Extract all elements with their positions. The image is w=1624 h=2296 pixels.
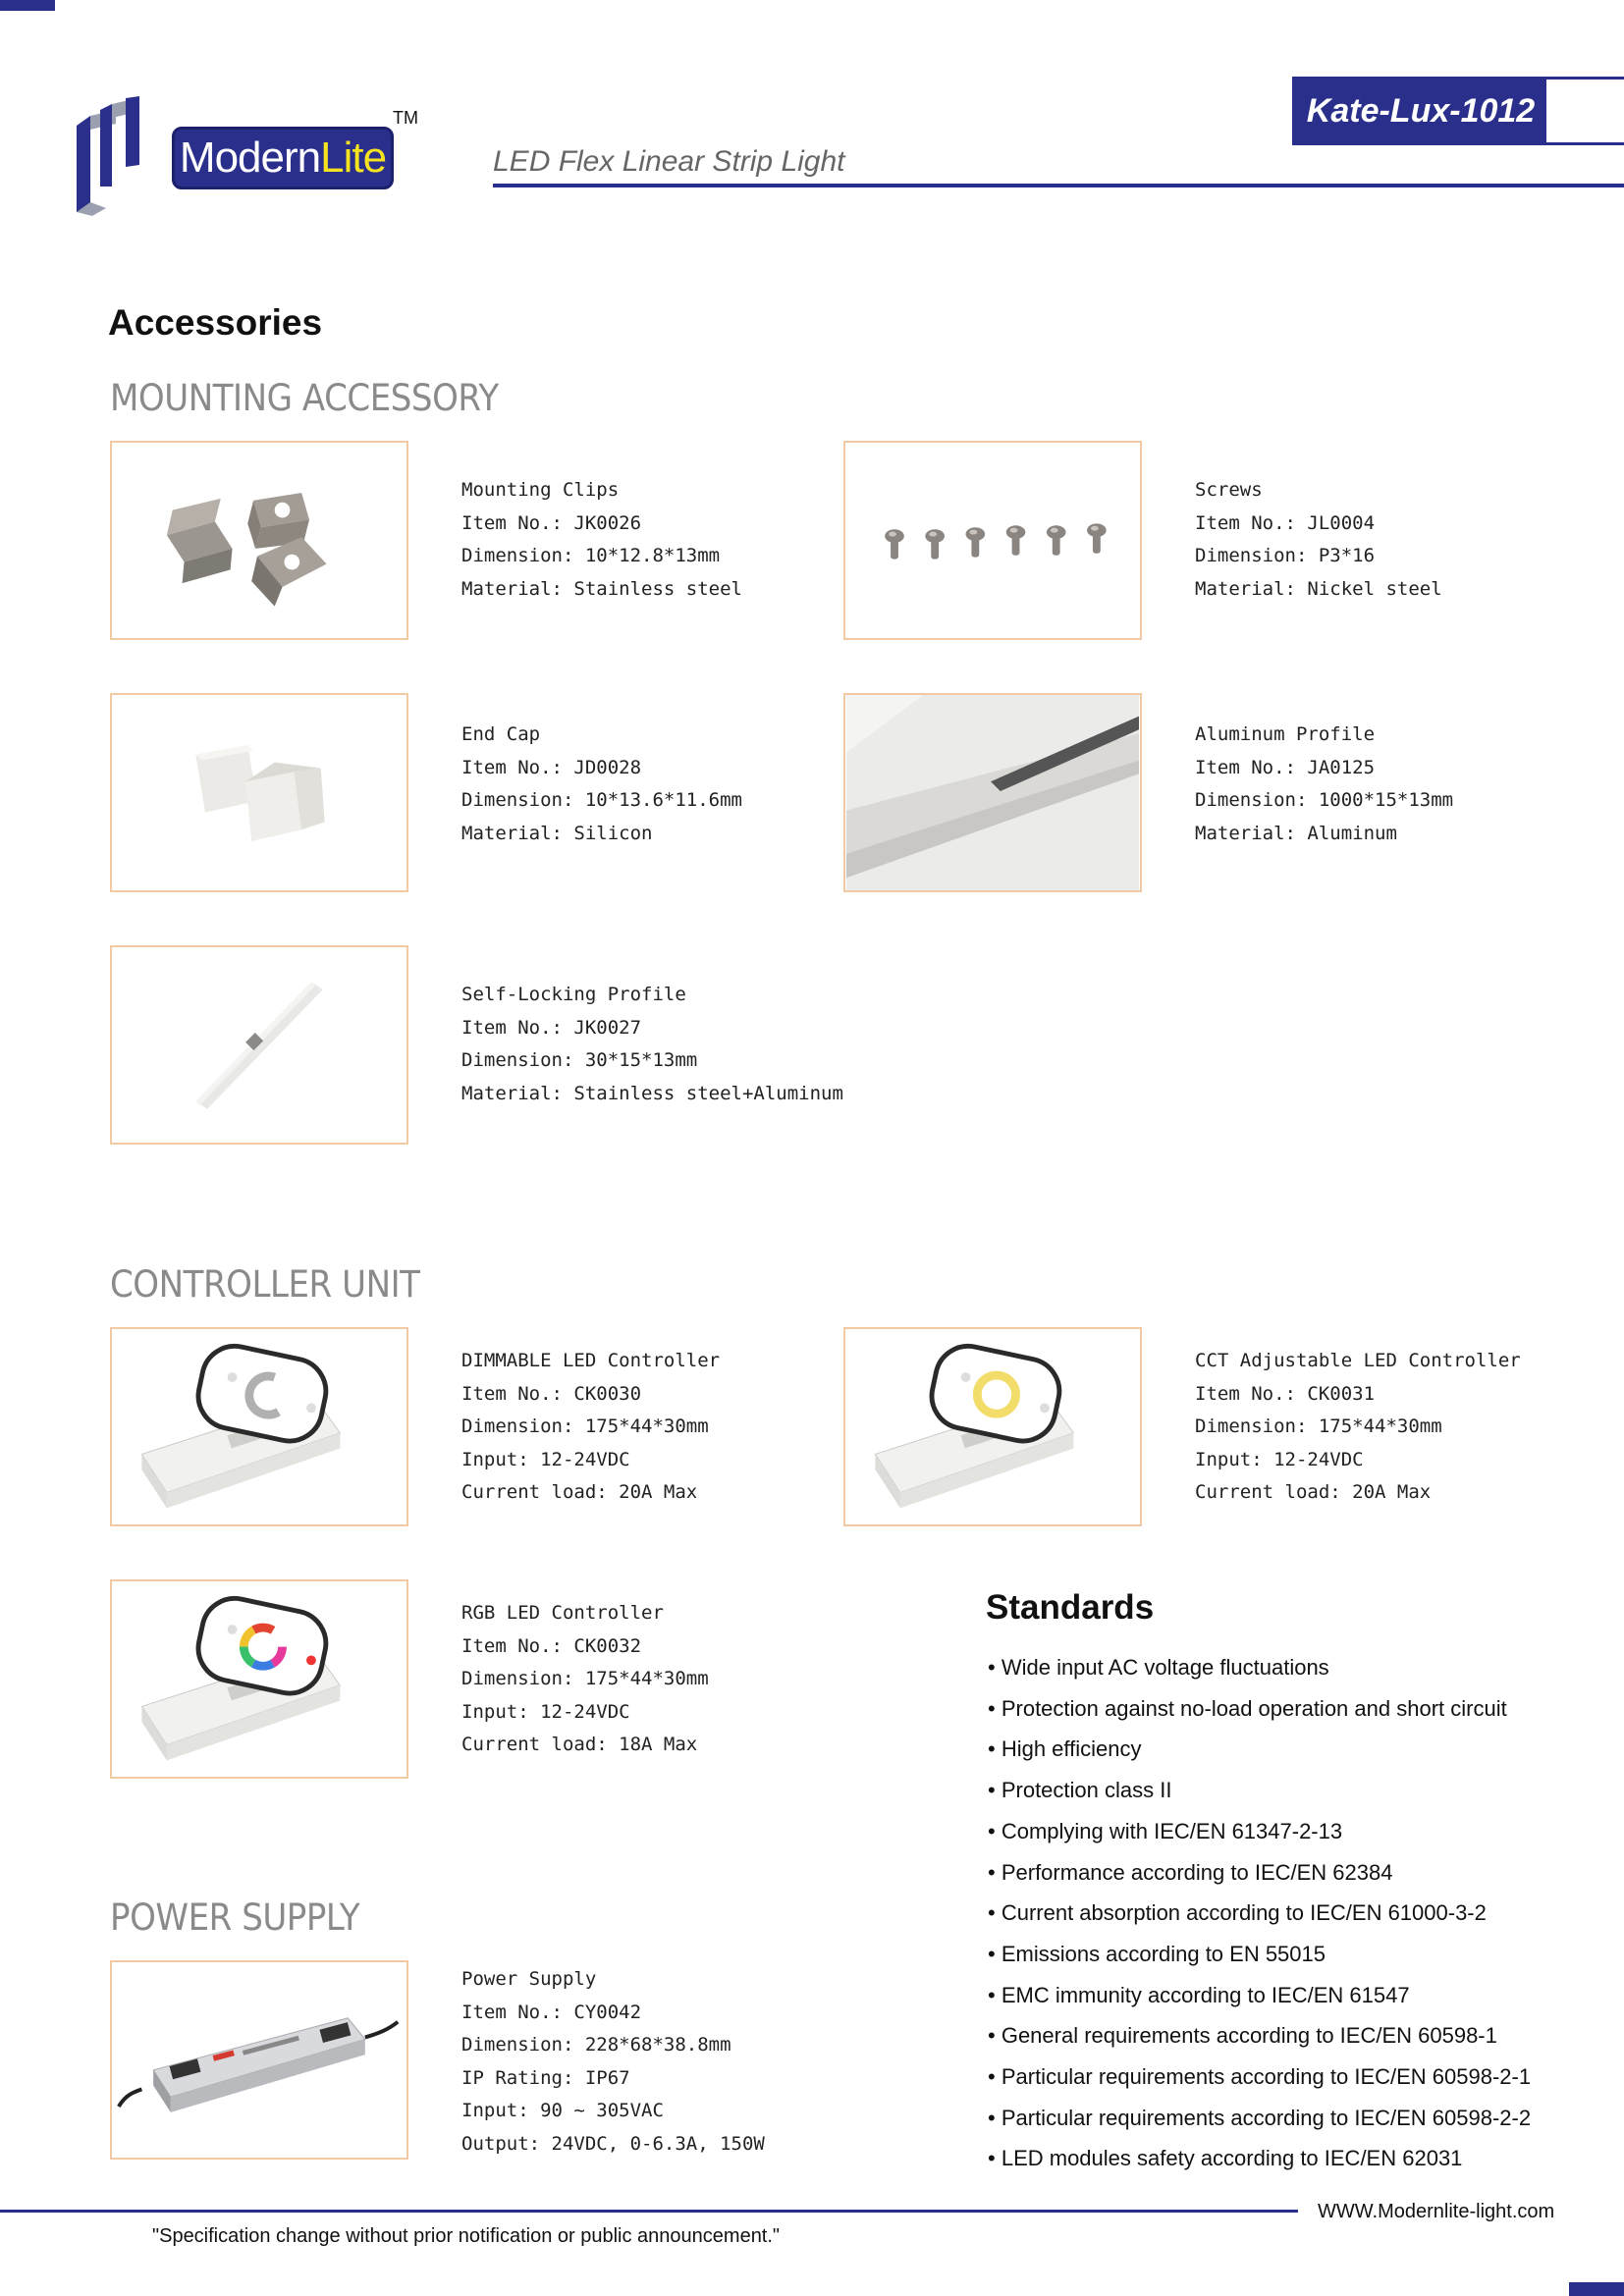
item-name: Screws [1195, 479, 1263, 501]
mounting-clips-specs [461, 474, 742, 606]
rgb-controller-specs [461, 1597, 709, 1762]
item-material: Material: Stainless steel+Aluminum [461, 1082, 843, 1104]
item-number: Item No.: CY0042 [461, 2001, 642, 2023]
standard-item: • Performance according to IEC/EN 62384 [988, 1852, 1531, 1894]
corner-accent-bottom [1569, 2282, 1624, 2296]
standard-item: • Current absorption according to IEC/EN 61000-3-2 [988, 1893, 1531, 1934]
aluminum-profile-specs [1195, 719, 1453, 850]
rgb-controller-image [110, 1579, 408, 1779]
standard-item: • Protection against no-load operation and short circuit [988, 1688, 1531, 1730]
product-subtitle: LED Flex Linear Strip Light [493, 145, 845, 178]
standard-item: • Emissions according to EN 55015 [988, 1934, 1531, 1975]
standard-item: • Protection class II [988, 1770, 1531, 1811]
corner-accent-top [0, 0, 55, 11]
standard-item: • General requirements according to IEC/EN 60598-1 [988, 2015, 1531, 2056]
end-cap-specs [461, 719, 742, 850]
item-number: Item No.: JL0004 [1195, 511, 1376, 534]
power-supply-specs [461, 1963, 765, 2161]
model-number: Kate-Lux-1012 [1306, 91, 1536, 130]
item-name: Mounting Clips [461, 479, 620, 501]
screws-image [843, 441, 1142, 640]
item-number: Item No.: JA0125 [1195, 756, 1376, 778]
item-output: Output: 24VDC, 0-6.3A, 150W [461, 2132, 765, 2155]
item-dimension: Dimension: 175*44*30mm [1195, 1415, 1442, 1437]
standard-item: • Particular requirements according to IEC/EN 60598-2-1 [988, 2056, 1531, 2098]
power-supply-image [110, 1960, 408, 2160]
logo-wordmark: ModernLite [172, 127, 394, 189]
self-locking-profile-image [110, 945, 408, 1145]
standard-item: • Wide input AC voltage fluctuations [988, 1647, 1531, 1688]
screws-specs [1195, 474, 1442, 606]
item-load: Current load: 18A Max [461, 1734, 698, 1755]
item-dimension: Dimension: 228*68*38.8mm [461, 2034, 731, 2056]
item-material: Material: Nickel steel [1195, 577, 1442, 600]
dimmable-controller-image [110, 1327, 408, 1526]
standard-item: • EMC immunity according to IEC/EN 61547 [988, 1975, 1531, 2016]
item-input: Input: 12-24VDC [1195, 1448, 1364, 1470]
brand-logo [77, 96, 430, 216]
item-name: Power Supply [461, 1968, 597, 1990]
item-dimension: Dimension: 175*44*30mm [461, 1415, 709, 1437]
cct-controller-image [843, 1327, 1142, 1526]
item-number: Item No.: JK0027 [461, 1016, 642, 1039]
item-name: End Cap [461, 723, 541, 745]
aluminum-profile-image [843, 693, 1142, 892]
cct-controller-specs [1195, 1345, 1521, 1510]
item-name: Self-Locking Profile [461, 984, 686, 1005]
mounting-clips-image [110, 441, 408, 640]
item-name: CCT Adjustable LED Controller [1195, 1350, 1521, 1371]
item-dimension: Dimension: 30*15*13mm [461, 1049, 698, 1071]
standards-title: Standards [986, 1588, 1155, 1627]
footer-divider [0, 2210, 1298, 2213]
item-dimension: Dimension: 10*13.6*11.6mm [461, 789, 742, 811]
item-dimension: Dimension: 10*12.8*13mm [461, 545, 721, 566]
item-input: Input: 12-24VDC [461, 1448, 630, 1470]
item-dimension: Dimension: 1000*15*13mm [1195, 789, 1454, 811]
standards-list [988, 1647, 1531, 2179]
standard-item: • High efficiency [988, 1729, 1531, 1770]
item-load: Current load: 20A Max [1195, 1481, 1432, 1503]
header-divider [493, 184, 1624, 187]
item-number: Item No.: JK0026 [461, 511, 642, 534]
item-input: Input: 12-24VDC [461, 1700, 630, 1723]
item-name: DIMMABLE LED Controller [461, 1350, 721, 1371]
standard-item: • Particular requirements according to IEC/EN 60598-2-2 [988, 2098, 1531, 2139]
end-cap-image [110, 693, 408, 892]
section-title-controller: CONTROLLER UNIT [110, 1263, 420, 1306]
trademark-symbol: TM [393, 108, 418, 128]
item-dimension: Dimension: P3*16 [1195, 545, 1376, 566]
standard-item: • Complying with IEC/EN 61347-2-13 [988, 1811, 1531, 1852]
item-dimension: Dimension: 175*44*30mm [461, 1668, 709, 1689]
item-name: RGB LED Controller [461, 1602, 664, 1624]
item-number: Item No.: CK0031 [1195, 1382, 1376, 1405]
self-locking-profile-specs [461, 979, 843, 1110]
item-number: Item No.: JD0028 [461, 756, 642, 778]
item-material: Material: Stainless steel [461, 577, 742, 600]
item-number: Item No.: CK0032 [461, 1634, 642, 1657]
section-title-mounting: MOUNTING ACCESSORY [110, 377, 499, 419]
footer-disclaimer: "Specification change without prior notification or public announcement." [152, 2225, 781, 2247]
standard-item: • LED modules safety according to IEC/EN 62031 [988, 2138, 1531, 2179]
item-name: Aluminum Profile [1195, 723, 1376, 745]
item-number: Item No.: CK0030 [461, 1382, 642, 1405]
item-material: Material: Aluminum [1195, 822, 1397, 844]
logo-mark-icon [77, 96, 185, 216]
page-title: Accessories [108, 302, 323, 343]
dimmable-controller-specs [461, 1345, 720, 1510]
model-badge [1292, 77, 1624, 145]
item-input: Input: 90 ~ 305VAC [461, 2100, 664, 2121]
item-ip-rating: IP Rating: IP67 [461, 2066, 630, 2089]
item-material: Material: Silicon [461, 822, 653, 844]
section-title-power: POWER SUPPLY [110, 1896, 360, 1939]
item-load: Current load: 20A Max [461, 1481, 698, 1503]
footer-website: WWW.Modernlite-light.com [1318, 2201, 1555, 2222]
